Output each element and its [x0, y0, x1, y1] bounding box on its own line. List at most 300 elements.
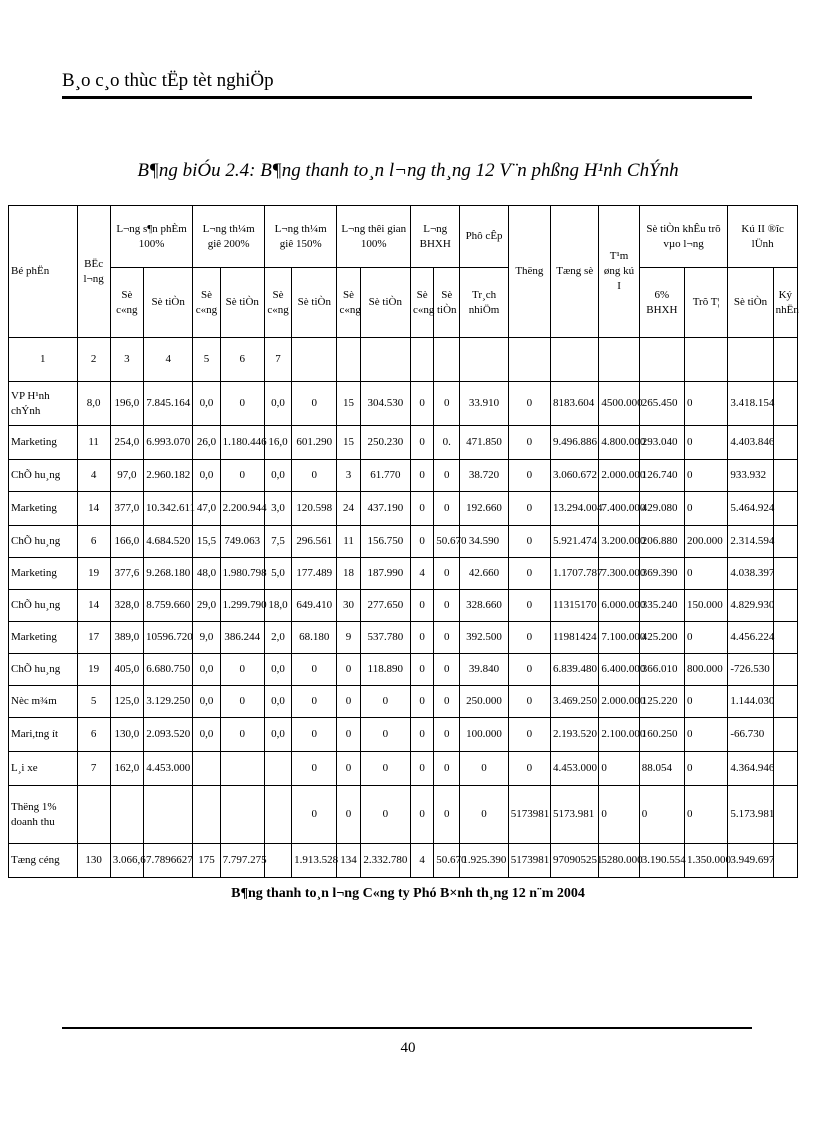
table-cell: 5280.000: [599, 844, 639, 878]
table-cell: 2.000.000: [599, 460, 639, 492]
table-cell: 3.949.697: [728, 844, 773, 878]
table-cell: 0: [685, 382, 728, 426]
col-phu-cap: Phô cÊp: [460, 206, 508, 268]
table-cell: 50.670: [434, 526, 460, 558]
table-cell: 6.993.070: [144, 426, 193, 460]
table-cell: 0: [411, 590, 434, 622]
table-cell: [144, 786, 193, 844]
table-cell: 7,5: [264, 526, 291, 558]
table-cell: 125.220: [639, 686, 684, 718]
table-cell: 160.250: [639, 718, 684, 752]
table-cell: 3.200.000: [599, 526, 639, 558]
table-cell: [264, 752, 291, 786]
table-cell: 0: [639, 786, 684, 844]
table-cell: 24: [337, 492, 360, 526]
table-cell: 4.453.000: [551, 752, 599, 786]
table-cell: 1.299.790: [220, 590, 264, 622]
table-cell: 389,0: [110, 622, 143, 654]
table-cell: 156.750: [360, 526, 410, 558]
table-cell: 2.193.520: [551, 718, 599, 752]
table-cell: 9.268.180: [144, 558, 193, 590]
table-cell: 166,0: [110, 526, 143, 558]
col-bhxh-6: 6% BHXH: [639, 268, 684, 338]
row-label: VP H¹nh chÝnh: [9, 382, 78, 426]
table-cell: 3: [337, 460, 360, 492]
table-cell: 1.913.528: [292, 844, 337, 878]
table-cell: 125,0: [110, 686, 143, 718]
table-cell: 0: [360, 752, 410, 786]
table-cell: 5.173.981: [728, 786, 773, 844]
table-cell: 19: [77, 654, 110, 686]
table-cell: 0: [685, 786, 728, 844]
table-cell: 250.000: [460, 686, 508, 718]
table-cell: 0: [292, 654, 337, 686]
table-cell: 369.390: [639, 558, 684, 590]
table-cell: 11: [77, 426, 110, 460]
index-cell: 2: [77, 338, 110, 382]
table-cell: 18: [337, 558, 360, 590]
col-group-luong-thoi-gian: L¬ng thêi gian 100%: [337, 206, 411, 268]
table-cell: 2.200.944: [220, 492, 264, 526]
index-cell: 3: [110, 338, 143, 382]
table-cell: 0: [508, 654, 550, 686]
table-cell: 0: [292, 718, 337, 752]
table-cell: [773, 752, 797, 786]
table-cell: 0: [220, 460, 264, 492]
table-cell: 2.960.182: [144, 460, 193, 492]
table-cell: 328.660: [460, 590, 508, 622]
table-cell: 88.054: [639, 752, 684, 786]
table-cell: 7.7896627: [144, 844, 193, 878]
table-cell: 4500.000: [599, 382, 639, 426]
table-cell: 254,0: [110, 426, 143, 460]
table-cell: [551, 338, 599, 382]
table-cell: 0: [434, 786, 460, 844]
table-cell: [434, 338, 460, 382]
table-cell: 0,0: [264, 382, 291, 426]
table-cell: 366.010: [639, 654, 684, 686]
table-cell: 4.456.224: [728, 622, 773, 654]
table-cell: 392.500: [460, 622, 508, 654]
row-label: ChÕ hu¸ng: [9, 526, 78, 558]
table-cell: 0: [220, 686, 264, 718]
table-cell: 26,0: [193, 426, 220, 460]
table-cell: 68.180: [292, 622, 337, 654]
table-cell: 0: [508, 752, 550, 786]
table-cell: 18,0: [264, 590, 291, 622]
table-cell: 7: [77, 752, 110, 786]
table-cell: 4.453.000: [144, 752, 193, 786]
table-cell: 120.598: [292, 492, 337, 526]
table-cell: 3.418.154: [728, 382, 773, 426]
table-cell: 34.590: [460, 526, 508, 558]
table-cell: [292, 338, 337, 382]
header-row-1: [9, 206, 798, 268]
table-caption: B¶ng biÓu 2.4: B¶ng thanh to¸n l¬ng th¸ng 12 V¨n phßng H¹nh ChÝnh: [137, 160, 679, 181]
document-header: B¸o c¸o thùc tËp tèt nghiÖp: [62, 70, 274, 91]
table-cell: 425.200: [639, 622, 684, 654]
row-label: Marketing: [9, 492, 78, 526]
table-cell: 14: [77, 492, 110, 526]
table-row: [9, 654, 798, 686]
table-cell: [220, 786, 264, 844]
table-cell: 0: [685, 492, 728, 526]
table-cell: 30: [337, 590, 360, 622]
table-cell: 0: [337, 786, 360, 844]
table-cell: 0: [599, 786, 639, 844]
table-row: [9, 752, 798, 786]
col-so-tien: Sè tiÒn: [292, 268, 337, 338]
table-cell: 6: [77, 526, 110, 558]
table-cell: 97,0: [110, 460, 143, 492]
table-cell: 0: [360, 718, 410, 752]
index-cell: 7: [264, 338, 291, 382]
table-cell: 0: [508, 492, 550, 526]
row-label: ChÕ hu¸ng: [9, 460, 78, 492]
table-cell: 11: [337, 526, 360, 558]
table-cell: [193, 752, 220, 786]
table-cell: 0: [434, 460, 460, 492]
table-cell: 3.060.672: [551, 460, 599, 492]
table-footer-title: B¶ng thanh to¸n l¬ng C«ng ty Phó B×nh th¸ng 12 n¨m 2004: [231, 886, 585, 901]
table-cell: [773, 526, 797, 558]
table-cell: 4.364.946: [728, 752, 773, 786]
table-cell: 429.080: [639, 492, 684, 526]
table-cell: 4.038.397: [728, 558, 773, 590]
table-cell: 405,0: [110, 654, 143, 686]
table-cell: 0: [685, 718, 728, 752]
table-cell: 0: [508, 460, 550, 492]
table-cell: 29,0: [193, 590, 220, 622]
table-cell: 5173981: [508, 786, 550, 844]
table-cell: 5: [77, 686, 110, 718]
row-label: Mari,tng ít: [9, 718, 78, 752]
table-cell: 3.066,6: [110, 844, 143, 878]
table-cell: 335.240: [639, 590, 684, 622]
table-cell: 0,0: [264, 718, 291, 752]
table-cell: 134: [337, 844, 360, 878]
table-cell: -66.730: [728, 718, 773, 752]
table-cell: 130: [77, 844, 110, 878]
table-cell: 0,0: [193, 654, 220, 686]
table-cell: 0: [599, 752, 639, 786]
table-cell: 2,0: [264, 622, 291, 654]
table-cell: 0: [411, 718, 434, 752]
table-cell: 1.144.030: [728, 686, 773, 718]
table-cell: [411, 338, 434, 382]
table-row: [9, 558, 798, 590]
table-cell: 970905251: [551, 844, 599, 878]
table-cell: 150.000: [685, 590, 728, 622]
table-cell: 5.464.924: [728, 492, 773, 526]
table-row: [9, 718, 798, 752]
table-cell: 2.000.000: [599, 686, 639, 718]
table-cell: 187.990: [360, 558, 410, 590]
col-group-luong-tham-gio-150: L¬ng th¼m giê 150%: [264, 206, 337, 268]
table-cell: 6.000.000: [599, 590, 639, 622]
col-so-cong: Sè c«ng: [110, 268, 143, 338]
table-cell: 118.890: [360, 654, 410, 686]
table-cell: 196,0: [110, 382, 143, 426]
col-bo-phan: Bé phËn: [9, 206, 78, 338]
table-cell: [264, 844, 291, 878]
col-group-luong-bhxh: L¬ng BHXH: [411, 206, 460, 268]
table-cell: 0,0: [264, 686, 291, 718]
table-cell: [773, 686, 797, 718]
col-so-cong: Sè c«ng: [264, 268, 291, 338]
table-cell: 5173.981: [551, 786, 599, 844]
table-cell: 15,5: [193, 526, 220, 558]
row-label: Thëng 1% doanh thu: [9, 786, 78, 844]
table-cell: 6.400.000: [599, 654, 639, 686]
table-row: [9, 382, 798, 426]
table-cell: 4.684.520: [144, 526, 193, 558]
table-cell: 933.932: [728, 460, 773, 492]
table-cell: 537.780: [360, 622, 410, 654]
col-so-tien: Sè tiÒn: [360, 268, 410, 338]
table-cell: 4.829.930: [728, 590, 773, 622]
table-cell: 0,0: [264, 654, 291, 686]
table-cell: 1.350.000: [685, 844, 728, 878]
table-cell: 3.129.250: [144, 686, 193, 718]
table-cell: 0: [337, 686, 360, 718]
table-cell: 0: [685, 752, 728, 786]
table-cell: 8,0: [77, 382, 110, 426]
table-cell: 293.040: [639, 426, 684, 460]
table-row: [9, 590, 798, 622]
table-cell: 200.000: [685, 526, 728, 558]
table-cell: 0: [411, 460, 434, 492]
table-cell: 100.000: [460, 718, 508, 752]
table-cell: 13.294.004: [551, 492, 599, 526]
table-cell: 15: [337, 426, 360, 460]
table-cell: 0: [411, 426, 434, 460]
table-cell: [77, 786, 110, 844]
table-cell: [264, 786, 291, 844]
table-cell: 0,0: [193, 718, 220, 752]
table-cell: 3.190.554: [639, 844, 684, 878]
col-group-khau-tru: Sè tiÒn khÊu trõ vµo l¬ng: [639, 206, 728, 268]
table-cell: 6: [77, 718, 110, 752]
footer-divider: [62, 1027, 752, 1029]
row-label: Tæng céng: [9, 844, 78, 878]
col-tam-ung: T¹m øng kú I: [599, 206, 639, 338]
table-cell: 15: [337, 382, 360, 426]
table-cell: 0: [411, 382, 434, 426]
table-cell: 437.190: [360, 492, 410, 526]
table-cell: 0: [411, 492, 434, 526]
table-cell: 1.1707.787: [551, 558, 599, 590]
table-cell: [193, 786, 220, 844]
table-cell: 328,0: [110, 590, 143, 622]
row-label: L¸i xe: [9, 752, 78, 786]
table-cell: 61.770: [360, 460, 410, 492]
table-cell: 1.980.798: [220, 558, 264, 590]
col-so-tien: Sè tiÒn: [728, 268, 773, 338]
table-cell: 14: [77, 590, 110, 622]
table-cell: [728, 338, 773, 382]
table-cell: [773, 558, 797, 590]
table-cell: 0: [508, 382, 550, 426]
table-cell: [773, 426, 797, 460]
table-cell: [508, 338, 550, 382]
table-cell: 0: [508, 590, 550, 622]
table-cell: [773, 786, 797, 844]
table-cell: 0: [685, 558, 728, 590]
table-cell: 4.403.846: [728, 426, 773, 460]
table-cell: 296.561: [292, 526, 337, 558]
row-label: ChÕ hu¸ng: [9, 590, 78, 622]
table-cell: 9: [337, 622, 360, 654]
table-row: [9, 686, 798, 718]
table-cell: 0: [508, 526, 550, 558]
table-cell: 206.880: [639, 526, 684, 558]
table-cell: 0: [292, 382, 337, 426]
row-label: Nèc m¾m: [9, 686, 78, 718]
table-cell: 6.680.750: [144, 654, 193, 686]
table-cell: 471.850: [460, 426, 508, 460]
col-ky-nhan: Ký nhËn: [773, 268, 797, 338]
col-group-luong-tham-gio-200: L¬ng th¼m giê 200%: [193, 206, 265, 268]
col-trach-nhiem: Tr¸ch nhiÖm: [460, 268, 508, 338]
table-cell: 0: [460, 752, 508, 786]
table-cell: 377,0: [110, 492, 143, 526]
table-cell: [685, 338, 728, 382]
col-so-tien: Sè tiÒn: [434, 268, 460, 338]
row-label: Marketing: [9, 426, 78, 460]
table-cell: 19: [77, 558, 110, 590]
table-cell: 130,0: [110, 718, 143, 752]
table-cell: [773, 844, 797, 878]
table-cell: 0: [360, 786, 410, 844]
table-cell: 162,0: [110, 752, 143, 786]
table-cell: 0: [460, 786, 508, 844]
table-cell: 0: [434, 654, 460, 686]
col-so-cong: Sè c«ng: [411, 268, 434, 338]
table-cell: 0: [685, 686, 728, 718]
table-cell: [773, 460, 797, 492]
table-cell: 7.100.000: [599, 622, 639, 654]
table-cell: 8.759.660: [144, 590, 193, 622]
col-tong-so: Tæng sè: [551, 206, 599, 338]
table-cell: 0: [508, 426, 550, 460]
table-cell: 749.063: [220, 526, 264, 558]
table-cell: 126.740: [639, 460, 684, 492]
col-so-cong: Sè c«ng: [193, 268, 220, 338]
table-cell: 3,0: [264, 492, 291, 526]
table-cell: 0: [337, 752, 360, 786]
table-cell: 0,0: [193, 382, 220, 426]
table-cell: 11315170: [551, 590, 599, 622]
table-cell: 4.800.000: [599, 426, 639, 460]
col-so-cong: Sè c«ng: [337, 268, 360, 338]
page-number: 40: [400, 1040, 416, 1056]
table-cell: 4: [411, 558, 434, 590]
table-cell: 0: [434, 718, 460, 752]
table-cell: 1.925.390: [460, 844, 508, 878]
table-cell: 0: [220, 718, 264, 752]
table-cell: [773, 718, 797, 752]
table-cell: 17: [77, 622, 110, 654]
table-cell: 33.910: [460, 382, 508, 426]
table-cell: 0: [685, 622, 728, 654]
table-cell: 304.530: [360, 382, 410, 426]
table-cell: [773, 492, 797, 526]
table-cell: 0: [292, 752, 337, 786]
table-cell: 9,0: [193, 622, 220, 654]
table-cell: 0: [434, 558, 460, 590]
table-cell: 0: [434, 752, 460, 786]
table-row: [9, 622, 798, 654]
table-cell: 7.300.000: [599, 558, 639, 590]
table-cell: 0: [434, 686, 460, 718]
index-cell: 1: [9, 338, 78, 382]
table-cell: 0: [411, 526, 434, 558]
table-cell: 0,0: [264, 460, 291, 492]
table-cell: 0: [411, 622, 434, 654]
table-cell: 250.230: [360, 426, 410, 460]
table-cell: 6.839.480: [551, 654, 599, 686]
table-cell: 175: [193, 844, 220, 878]
table-cell: 0: [508, 558, 550, 590]
table-cell: 9.496.886: [551, 426, 599, 460]
row-label: ChÕ hu¸ng: [9, 654, 78, 686]
table-cell: 0: [434, 492, 460, 526]
table-cell: 38.720: [460, 460, 508, 492]
table-cell: 0: [434, 382, 460, 426]
table-cell: 5173981: [508, 844, 550, 878]
table-cell: 177.489: [292, 558, 337, 590]
table-cell: [773, 382, 797, 426]
table-cell: 50.670: [434, 844, 460, 878]
table-cell: 386.244: [220, 622, 264, 654]
table-cell: 16,0: [264, 426, 291, 460]
table-cell: 0: [508, 622, 550, 654]
table-cell: 5.921.474: [551, 526, 599, 558]
col-group-luong-san-pham: L¬ng s¶n phÈm 100%: [110, 206, 193, 268]
table-row: [9, 492, 798, 526]
table-cell: [337, 338, 360, 382]
payroll-table: [8, 205, 798, 878]
table-cell: 192.660: [460, 492, 508, 526]
table-cell: 7.797.275: [220, 844, 264, 878]
table-cell: [599, 338, 639, 382]
table-cell: 8183.604: [551, 382, 599, 426]
table-cell: 0: [685, 460, 728, 492]
table-cell: 0: [508, 686, 550, 718]
table-cell: 3.469.250: [551, 686, 599, 718]
table-body: [9, 382, 798, 878]
table-cell: 42.660: [460, 558, 508, 590]
table-cell: 0,0: [193, 460, 220, 492]
table-cell: 0: [411, 654, 434, 686]
table-cell: 0: [360, 686, 410, 718]
index-cell: 6: [220, 338, 264, 382]
table-cell: 2.314.594: [728, 526, 773, 558]
table-cell: [110, 786, 143, 844]
col-so-tien: Sè tiÒn: [220, 268, 264, 338]
table-cell: [460, 338, 508, 382]
table-row: [9, 460, 798, 492]
table-cell: [773, 338, 797, 382]
index-cell: 4: [144, 338, 193, 382]
table-cell: 1.180.446: [220, 426, 264, 460]
index-cell: 5: [193, 338, 220, 382]
table-cell: 0: [220, 382, 264, 426]
col-thuong: Thëng: [508, 206, 550, 338]
table-cell: 377,6: [110, 558, 143, 590]
table-cell: 0: [292, 460, 337, 492]
